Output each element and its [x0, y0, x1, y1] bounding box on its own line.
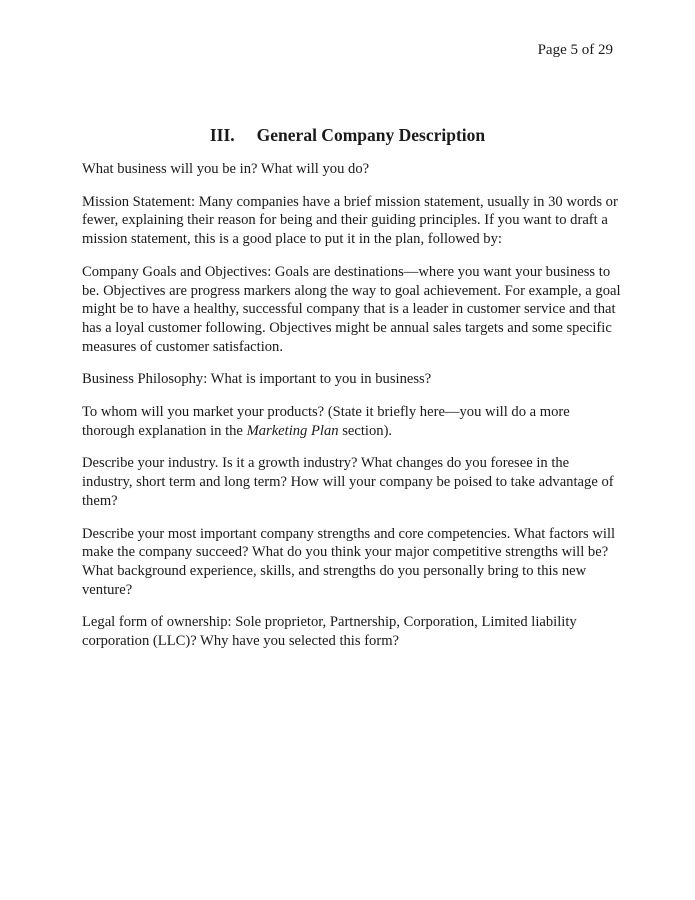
document-body	[82, 160, 622, 665]
paragraph-strengths: Describe your most important company strengths and core competencies. What factors will make the company succeed? What do you think your major competitive strengths will be? What background experience, skills, and strengths do you personally bring to this new venture?	[82, 525, 616, 598]
paragraph-mission-statement: Mission Statement: Many companies have a brief mission statement, usually in 30 words or fewer, explaining their reason for being and their guiding principles. If you want to draft a mission statement, this is a good place to put it in the plan, followed by:	[82, 193, 618, 248]
paragraph-legal-form: Legal form of ownership: Sole proprietor, Partnership, Corporation, Limited liability corporation (LLC)? Why have you selected this form?	[82, 614, 577, 650]
paragraph-industry: Describe your industry. Is it a growth industry? What changes do you foresee in the industry, short term and long term? How will your company be poised to take advantage of them?	[82, 455, 614, 509]
section-title: General Company Description	[256, 125, 486, 145]
paragraph-goals-objectives: Company Goals and Objectives: Goals are destinations—where you want your business to be. Objectives are progress markers along the way to goal achievement. For example, a goal might be to have a healthy, successful company that is a leader in customer service and that has a loyal customer following. Objectives might be annual sales targets and some specific measures of customer satisfaction.	[82, 263, 621, 355]
page-number: Page 5 of 29	[537, 42, 613, 58]
target-market-text-start: To whom will you market your products? (State it briefly here—you will do a more thorough explanation in the	[82, 404, 570, 439]
paragraph-target-market	[82, 403, 622, 440]
section-number: III.	[209, 125, 235, 145]
section-heading	[0, 124, 695, 146]
paragraph-business-question: What business will you be in? What will you do?	[82, 161, 370, 177]
paragraph-business-philosophy: Business Philosophy: What is important to you in business?	[82, 371, 432, 388]
target-market-text-end: section).	[338, 422, 393, 439]
marketing-plan-reference: Marketing Plan	[246, 422, 339, 439]
